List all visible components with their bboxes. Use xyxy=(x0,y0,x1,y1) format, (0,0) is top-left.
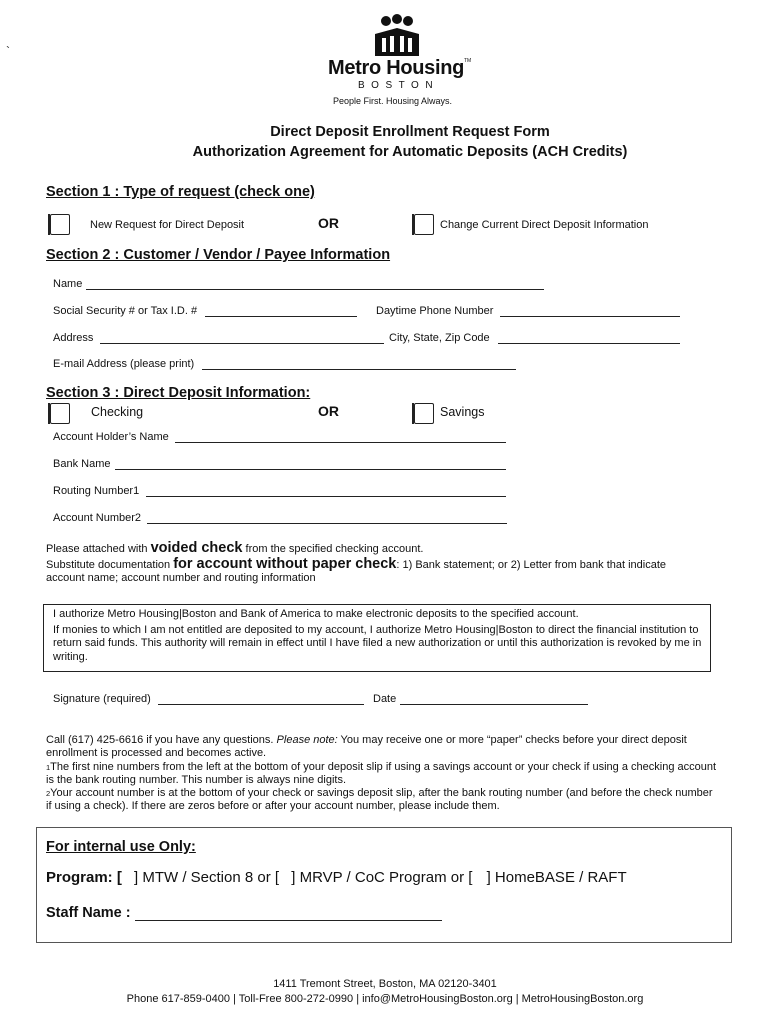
program-row xyxy=(46,869,627,886)
logo-city: BOSTON xyxy=(358,80,440,91)
section-2-heading: Section 2 : Customer / Vendor / Payee Information xyxy=(46,247,391,263)
address-label: Address xyxy=(53,332,94,344)
without-paper-check-text: for account without paper check xyxy=(173,556,397,572)
new-request-label: New Request for Direct Deposit xyxy=(90,219,245,231)
signature-field[interactable] xyxy=(158,692,364,705)
account-info-text: account name; account number and routing information xyxy=(46,572,316,584)
staff-name-label: Staff Name : xyxy=(46,905,131,921)
logo-name: Metro Housing xyxy=(328,57,465,79)
program-label: Program: [ xyxy=(46,869,122,886)
new-request-checkbox[interactable] xyxy=(50,214,70,235)
section-3-heading: Section 3 : Direct Deposit Information: xyxy=(46,385,311,401)
authorization-paragraph-2: If monies to which I am not entitled are deposited to my account, I authorize Metro Housing|Boston to direct the financial institution to return said funds. This authority will remain in effect until I have filed a new authorization or until this authorization is revoked by me in writing. xyxy=(53,623,702,663)
account-label: Account Number2 xyxy=(53,512,142,524)
staff-name-field[interactable] xyxy=(135,906,442,921)
authorization-paragraph-1: I authorize Metro Housing|Boston and Bank of America to make electronic deposits to the specified account. xyxy=(53,608,579,620)
email-label: E-mail Address (please print) xyxy=(53,358,195,370)
internal-use-box xyxy=(36,827,732,943)
ssn-label: Social Security # or Tax I.D. # xyxy=(53,305,198,317)
city-field[interactable] xyxy=(498,331,680,344)
savings-label: Savings xyxy=(440,405,485,419)
logo-trademark: TM xyxy=(464,58,472,64)
title-line-2: Authorization Agreement for Automatic Deposits (ACH Credits) xyxy=(192,144,628,160)
voided-check-text: voided check xyxy=(150,540,243,556)
section-1-heading: Section 1 : Type of request (check one) xyxy=(46,184,315,200)
metro-housing-logo xyxy=(328,14,470,110)
authorization-box xyxy=(43,604,711,672)
substitute-options-text: : 1) Bank statement; or 2) Letter from bank that indicate xyxy=(396,559,667,571)
mrvp-option: ] MRVP / CoC Program or [ xyxy=(291,869,473,886)
or-label: OR xyxy=(318,215,339,231)
checking-label: Checking xyxy=(91,405,144,419)
people-logo-icon xyxy=(372,14,422,58)
internal-use-heading: For internal use Only: xyxy=(46,839,196,855)
routing-field[interactable] xyxy=(146,484,506,497)
change-info-label: Change Current Direct Deposit Information xyxy=(440,219,649,231)
footnote-2-number: 2 xyxy=(46,789,51,799)
footer-address: 1411 Tremont Street, Boston, MA 02120-3401 xyxy=(273,978,497,990)
attach-text-2: from the specified checking account. xyxy=(242,543,424,555)
phone-field[interactable] xyxy=(500,304,680,317)
ssn-field[interactable] xyxy=(205,304,357,317)
notes-block xyxy=(46,734,721,814)
checking-checkbox[interactable] xyxy=(50,403,70,424)
bank-field[interactable] xyxy=(115,457,506,470)
date-field[interactable] xyxy=(400,692,588,705)
city-label: City, State, Zip Code xyxy=(389,332,490,344)
footnote-1-number: 1 xyxy=(46,762,51,772)
holder-field[interactable] xyxy=(175,430,506,443)
footnote-1-text: The first nine numbers from the left at the bottom of your deposit slip if using a savings account or your check if using a checking account is the bank routing number. This number is always nine digits. xyxy=(46,760,717,786)
please-note-text: Please note: xyxy=(276,734,338,746)
date-label: Date xyxy=(373,693,397,705)
title-line-1: Direct Deposit Enrollment Request Form xyxy=(270,124,550,140)
or-label-2: OR xyxy=(318,403,339,419)
stray-mark: ` xyxy=(6,44,10,58)
call-text: Call (617) 425-6616 if you have any questions. xyxy=(46,734,277,746)
email-field[interactable] xyxy=(202,357,516,370)
name-field[interactable] xyxy=(86,277,544,290)
account-field[interactable] xyxy=(147,511,507,524)
footer-contact: Phone 617-859-0400 | Toll-Free 800-272-0990 | info@MetroHousingBoston.org | MetroHousingBoston.org xyxy=(126,993,644,1005)
name-label: Name xyxy=(53,278,83,290)
holder-label: Account Holder’s Name xyxy=(53,431,169,443)
substitute-text: Substitute documentation xyxy=(46,559,174,571)
signature-label: Signature (required) xyxy=(53,693,151,705)
paper-checks-text: You may receive one or more “paper” checks before your direct deposit enrollment is processed and becomes active. xyxy=(46,734,687,760)
attach-instructions xyxy=(46,540,736,586)
homebase-option: ] HomeBASE / RAFT xyxy=(486,869,627,886)
footnote-2-text: Your account number is at the bottom of your check or savings deposit slip, after the bank routing number (and before the check number if using a check). If there are zeros before or after your account number, please include them. xyxy=(46,787,713,813)
mtw-option: ] MTW / Section 8 or [ xyxy=(134,869,280,886)
phone-label: Daytime Phone Number xyxy=(376,305,494,317)
bank-label: Bank Name xyxy=(53,458,111,470)
change-info-checkbox[interactable] xyxy=(414,214,434,235)
address-field[interactable] xyxy=(100,331,384,344)
savings-checkbox[interactable] xyxy=(414,403,434,424)
logo-tagline: People First. Housing Always. xyxy=(333,96,453,106)
routing-label: Routing Number1 xyxy=(53,485,140,497)
attach-text-1: Please attached with xyxy=(46,543,151,555)
